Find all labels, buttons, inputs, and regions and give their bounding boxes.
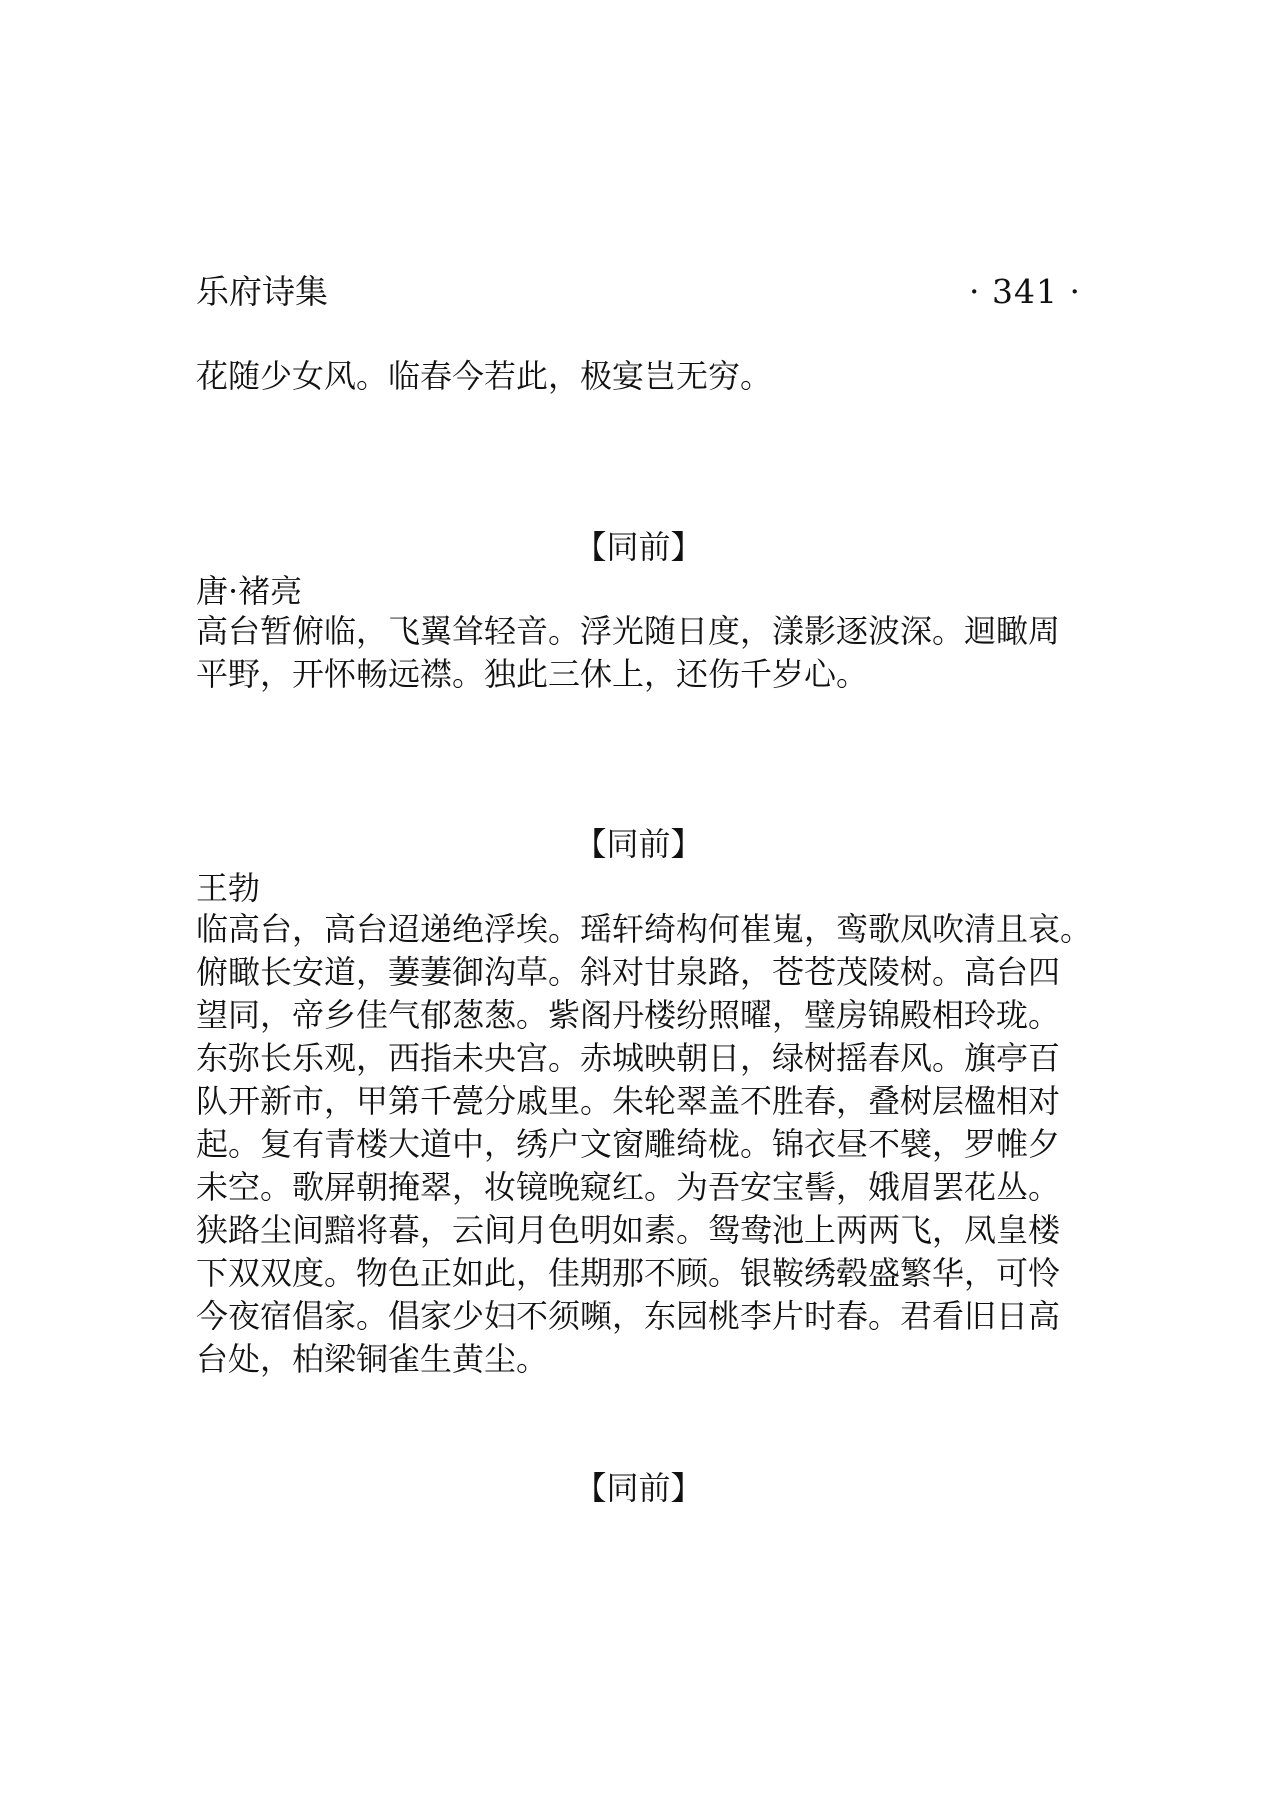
poem-text: 临高台，高台迢递绝浮埃。瑶轩绮构何崔嵬，鸾歌凤吹清且哀。 俯瞰长安道，萋萋御沟草。斜对甘泉路，苍苍茂陵树。高台四 望同，帝乡佳气郁葱葱。紫阁丹楼纷照曜，璧房锦殿相玲珑。 东弥长乐观，西指未央宫。赤城映朝日，绿树摇春风。旗亭百 队开新市，甲第千甍分戚里。朱轮翠盖不胜春，叠树层楹相对 起。复有青楼大道中，绣户文窗雕绮栊。锦衣昼不襞，罗帷夕 未空。歌屏朝掩翠，妆镜晚窥红。为吾安宝髻，娥眉罢花丛。 狭路尘间黯将暮，云间月色明如素。鸳鸯池上两两飞，凤皇楼 下双双度。物色正如此，佳期那不顾。银鞍绣毂盛繁华，可怜 今夜宿倡家。倡家少妇不须嚬，东园桃李片时春。君看旧日高 台处，柏梁铜雀生黄尘。 <box>196 910 1093 1378</box>
section-title: 【同前】 <box>574 1469 703 1507</box>
poem-author: 王勃 <box>196 869 261 907</box>
continuation-text: 花随少女风。临春今若此，极宴岂无穷。 <box>196 357 773 395</box>
page-header <box>196 268 1081 316</box>
page-number: · 341 · <box>969 272 1081 311</box>
section-title: 【同前】 <box>574 825 703 863</box>
poem-text: 高台暂俯临，飞翼耸轻音。浮光随日度，漾影逐波深。迴瞰周 平野，开怀畅远襟。独此三休上，还伤千岁心。 <box>196 612 1061 693</box>
poem-author: 唐·褚亮 <box>196 572 303 610</box>
book-title: 乐府诗集 <box>196 272 328 311</box>
section-title: 【同前】 <box>574 528 703 566</box>
